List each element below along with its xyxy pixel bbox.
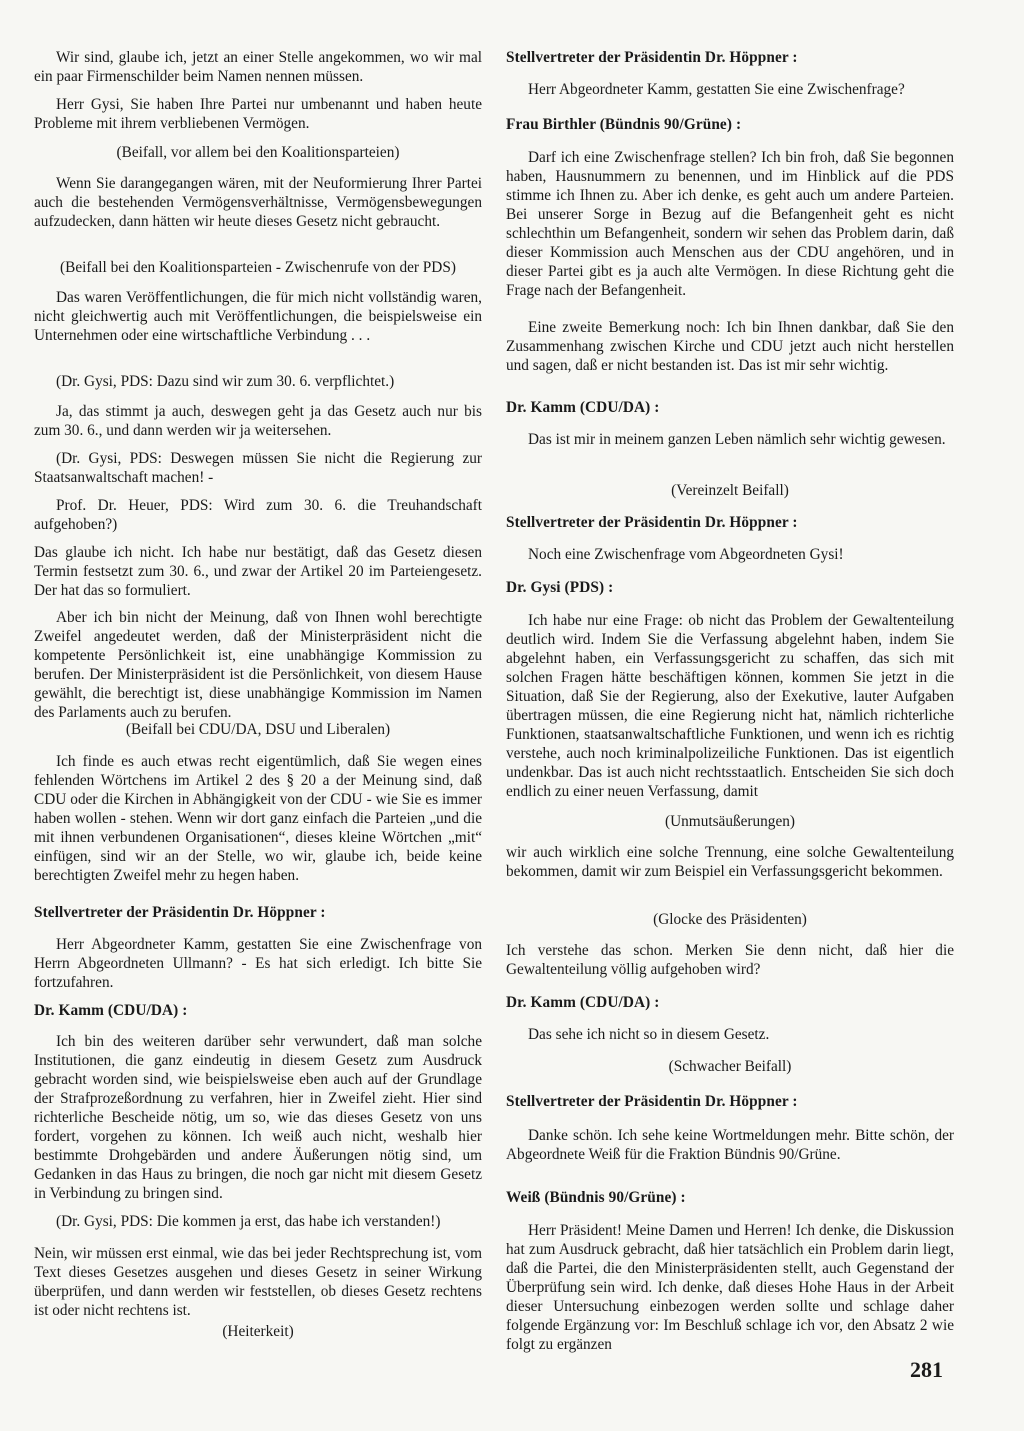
speaker-name: Frau Birthler (Bündnis 90/Grüne)	[506, 116, 733, 133]
paragraph: Ich bin des weiteren darüber sehr verwundert, daß man solche Institutionen, die ganz eindeutig in diesem Gesetz zum Ausdruck gebracht worden sind, wie beispielsweise eben auch auf der Grundlage der Strafprozeßordnung zu verfahren, hier in Zweifel zieht. Hier sind richterliche Bescheide nötig, um so, wie das dieses Gesetz von uns fordert, vorgehen zu können. Ich weiß auch nicht, weshalb hier bestimmte Drohgebärden und andere Äußerungen nötig sind, um Gedanken in das Haus zu bringen, die noch gar nicht mit diesem Gesetz in Verbindung zu bringen sind.	[34, 1033, 482, 1202]
speaker-suffix: :	[604, 579, 614, 596]
paragraph: Noch eine Zwischenfrage vom Abgeordneten Gysi!	[528, 546, 844, 563]
speaker-name: Dr. Kamm (CDU/DA)	[506, 399, 651, 416]
paragraph: Herr Abgeordneter Kamm, gestatten Sie eine Zwischenfrage von Herrn Abgeordneten Ullmann? - Es hat sich erledigt. Ich bitte Sie fortzufahren.	[34, 936, 482, 991]
interjection: (Vereinzelt Beifall)	[671, 482, 789, 499]
paragraph: Danke schön. Ich sehe keine Wortmeldungen mehr. Bitte schön, der Abgeordnete Weiß für die Fraktion Bündnis 90/Grüne.	[506, 1127, 954, 1163]
paragraph: Herr Abgeordneter Kamm, gestatten Sie eine Zwischenfrage?	[528, 81, 905, 98]
page-number: 281	[910, 1357, 943, 1382]
speaker-suffix: :	[788, 1093, 798, 1110]
speaker-suffix: :	[316, 904, 326, 921]
paragraph: Wir sind, glaube ich, jetzt an einer Stelle angekommen, wo wir mal ein paar Firmenschilder beim Namen nennen müssen.	[34, 49, 482, 85]
speaker-heading	[506, 1092, 954, 1111]
interjection: (Beifall, vor allem bei den Koalitionsparteien)	[116, 144, 400, 161]
paragraph: Ja, das stimmt ja auch, deswegen geht ja das Gesetz auch nur bis zum 30. 6., und dann werden wir ja weitersehen.	[34, 403, 482, 439]
paragraph: Aber ich bin nicht der Meinung, daß von Ihnen wohl berechtigte Zweifel angedeutet werden, daß der Ministerpräsident nicht die kompetente Persönlichkeit ist, eine unabhängige Kommission zu berufen. Der Ministerpräsident ist die Persönlichkeit, von diesem Hause gewählt, die berechtigt ist, diese unabhängige Kommission im Namen des Parlaments auch zu berufen.	[34, 609, 482, 721]
speaker-heading	[506, 578, 954, 597]
interjection: (Glocke des Präsidenten)	[653, 911, 807, 928]
paragraph: (Dr. Gysi, PDS: Dazu sind wir zum 30. 6. verpflichtet.)	[56, 373, 395, 390]
speaker-suffix: :	[676, 1189, 686, 1206]
speaker-suffix: :	[650, 399, 660, 416]
speaker-suffix: :	[788, 49, 798, 66]
speaker-suffix: :	[732, 116, 742, 133]
paragraph: Ich verstehe das schon. Merken Sie denn nicht, daß hier die Gewaltenteilung völlig aufgehoben wird?	[506, 942, 954, 978]
speaker-name: Dr. Kamm (CDU/DA)	[506, 994, 651, 1011]
paragraph: Das ist mir in meinem ganzen Leben nämlich sehr wichtig gewesen.	[528, 431, 946, 448]
speaker-heading	[506, 993, 954, 1012]
paragraph: (Dr. Gysi, PDS: Die kommen ja erst, das habe ich verstanden!)	[56, 1213, 441, 1230]
paragraph: Ich finde es auch etwas recht eigentümlich, daß Sie wegen eines fehlenden Wörtchens im Artikel 2 des § 20 a der Meinung sind, daß CDU oder die Kirchen in Abhängigkeit von der CDU - wie Sie es immer haben wollen - stehen. Wenn wir dort ganz einfach die Parteien „und die mit ihnen verbundenen Organisationen“, dieses kleine Wörtchen „mit“ einfügen, sind wir an der Stelle, wo wir, glaube ich, beide keine berechtigten Zweifel mehr zu hegen haben.	[34, 753, 482, 884]
paragraph: Das waren Veröffentlichungen, die für mich nicht vollständig waren, nicht gleichwertig auch mit Veröffentlichungen, die beispielsweise ein Unternehmen oder eine wirtschaftliche Verbindung . . .	[34, 289, 482, 344]
paragraph: Das glaube ich nicht. Ich habe nur bestätigt, daß das Gesetz diesen Termin festsetzt zum 30. 6., und zwar der Artikel 20 im Parteiengesetz. Der hat das so formuliert.	[34, 544, 482, 599]
speaker-name: Stellvertreter der Präsidentin Dr. Höppner	[506, 514, 789, 531]
speaker-suffix: :	[178, 1002, 188, 1019]
interjection: (Beifall bei den Koalitionsparteien - Zwischenrufe von der PDS)	[60, 259, 456, 276]
speaker-suffix: :	[788, 514, 798, 531]
paragraph: (Dr. Gysi, PDS: Deswegen müssen Sie nicht die Regierung zur Staatsanwaltschaft machen! -	[34, 450, 482, 486]
speaker-name: Dr. Kamm (CDU/DA)	[34, 1002, 179, 1019]
paragraph: wir auch wirklich eine solche Trennung, eine solche Gewaltenteilung bekommen, damit wir zum Beispiel ein Verfassungsgericht bekommen.	[506, 844, 954, 880]
speaker-heading	[34, 903, 482, 922]
speaker-heading	[506, 513, 954, 532]
speaker-suffix: :	[650, 994, 660, 1011]
speaker-name: Stellvertreter der Präsidentin Dr. Höppner	[506, 1093, 789, 1110]
paragraph: Eine zweite Bemerkung noch: Ich bin Ihnen dankbar, daß Sie den Zusammenhang zwischen Kirche und CDU jetzt auch nicht herstellen und sagen, daß er nicht bestanden ist. Das ist mir sehr wichtig.	[506, 319, 954, 374]
speaker-heading	[506, 48, 954, 67]
speaker-heading	[34, 1001, 482, 1020]
paragraph: Prof. Dr. Heuer, PDS: Wird zum 30. 6. die Treuhandschaft aufgehoben?)	[34, 497, 482, 533]
speaker-heading	[506, 398, 954, 417]
speaker-name: Dr. Gysi (PDS)	[506, 579, 605, 596]
interjection: (Unmutsäußerungen)	[665, 813, 795, 830]
speaker-name: Stellvertreter der Präsidentin Dr. Höppner	[34, 904, 317, 921]
paragraph: Wenn Sie darangegangen wären, mit der Neuformierung Ihrer Partei auch die bestehenden Vermögensverhältnisse, Vermögensbewegungen aufzudecken, dann hätten wir heute dieses Gesetz nicht gebraucht.	[34, 175, 482, 230]
interjection: (Heiterkeit)	[222, 1323, 294, 1340]
speaker-heading	[506, 1188, 954, 1207]
paragraph: Ich habe nur eine Frage: ob nicht das Problem der Gewaltenteilung deutlich wird. Indem Sie die Verfassung abgelehnt haben, indem Sie abgelehnt haben, ein Verfassungsgericht zu schaffen, das sich mit solchen Fragen hätte beschäftigen können, kommen Sie jetzt in die Situation, daß Sie der Regierung, also der Exekutive, lauter Aufgaben übertragen müssen, die eine Regierung nicht hat, nämlich richterliche Funktionen, staatsanwaltschaftliche Funktionen, und wenn ich es richtig verstehe, auch noch kriminalpolizeiliche Funktionen. Das ist eigentlich undenkbar. Das ist auch nicht rechtsstaatlich. Entscheiden Sie sich doch endlich zu einer neuen Verfassung, damit	[506, 612, 954, 800]
speaker-name: Stellvertreter der Präsidentin Dr. Höppner	[506, 49, 789, 66]
paragraph: Herr Präsident! Meine Damen und Herren! Ich denke, die Diskussion hat zum Ausdruck gebracht, daß hier tatsächlich ein Problem darin liegt, daß die Partei, die den Ministerpräsidenten stellt, auch Gegenstand der Überprüfung sein wird. Ich denke, daß dieses Hohe Haus in der Arbeit dieser Untersuchung einbezogen werden sollte und schlage daher folgende Ergänzung vor: Im Beschluß schlage ich vor, den Absatz 2 wie folgt zu ergänzen	[506, 1222, 954, 1353]
speaker-heading	[506, 115, 954, 134]
paragraph: Darf ich eine Zwischenfrage stellen? Ich bin froh, daß Sie begonnen haben, Hausnummern zu benennen, und im Hinblick auf die PDS stimme ich Ihnen zu. Aber ich denke, es geht auch um andere Parteien. Bei unserer Sorge in Bezug auf die Befangenheit geht es nicht schlechthin um Befangenheit, sondern wir sehen das Problem darin, daß dieser Kommission auch Menschen aus der CDU angehören, und in dieser Partei gibt es ja auch alte Vermögen. In diese Richtung geht die Frage nach der Befangenheit.	[506, 149, 954, 299]
speaker-name: Weiß (Bündnis 90/Grüne)	[506, 1189, 677, 1206]
interjection: (Schwacher Beifall)	[668, 1058, 792, 1075]
interjection: (Beifall bei CDU/DA, DSU und Liberalen)	[125, 721, 391, 738]
paragraph: Das sehe ich nicht so in diesem Gesetz.	[528, 1026, 770, 1043]
paragraph: Nein, wir müssen erst einmal, wie das bei jeder Rechtsprechung ist, vom Text dieses Gesetzes ausgehen und dieses Gesetz in seiner Wirkung überprüfen, und dann werden wir feststellen, ob dieses Gesetz rechtens ist oder nicht rechtens ist.	[34, 1245, 482, 1319]
paragraph: Herr Gysi, Sie haben Ihre Partei nur umbenannt und haben heute Probleme mit ihrem verbliebenen Vermögen.	[34, 96, 482, 132]
